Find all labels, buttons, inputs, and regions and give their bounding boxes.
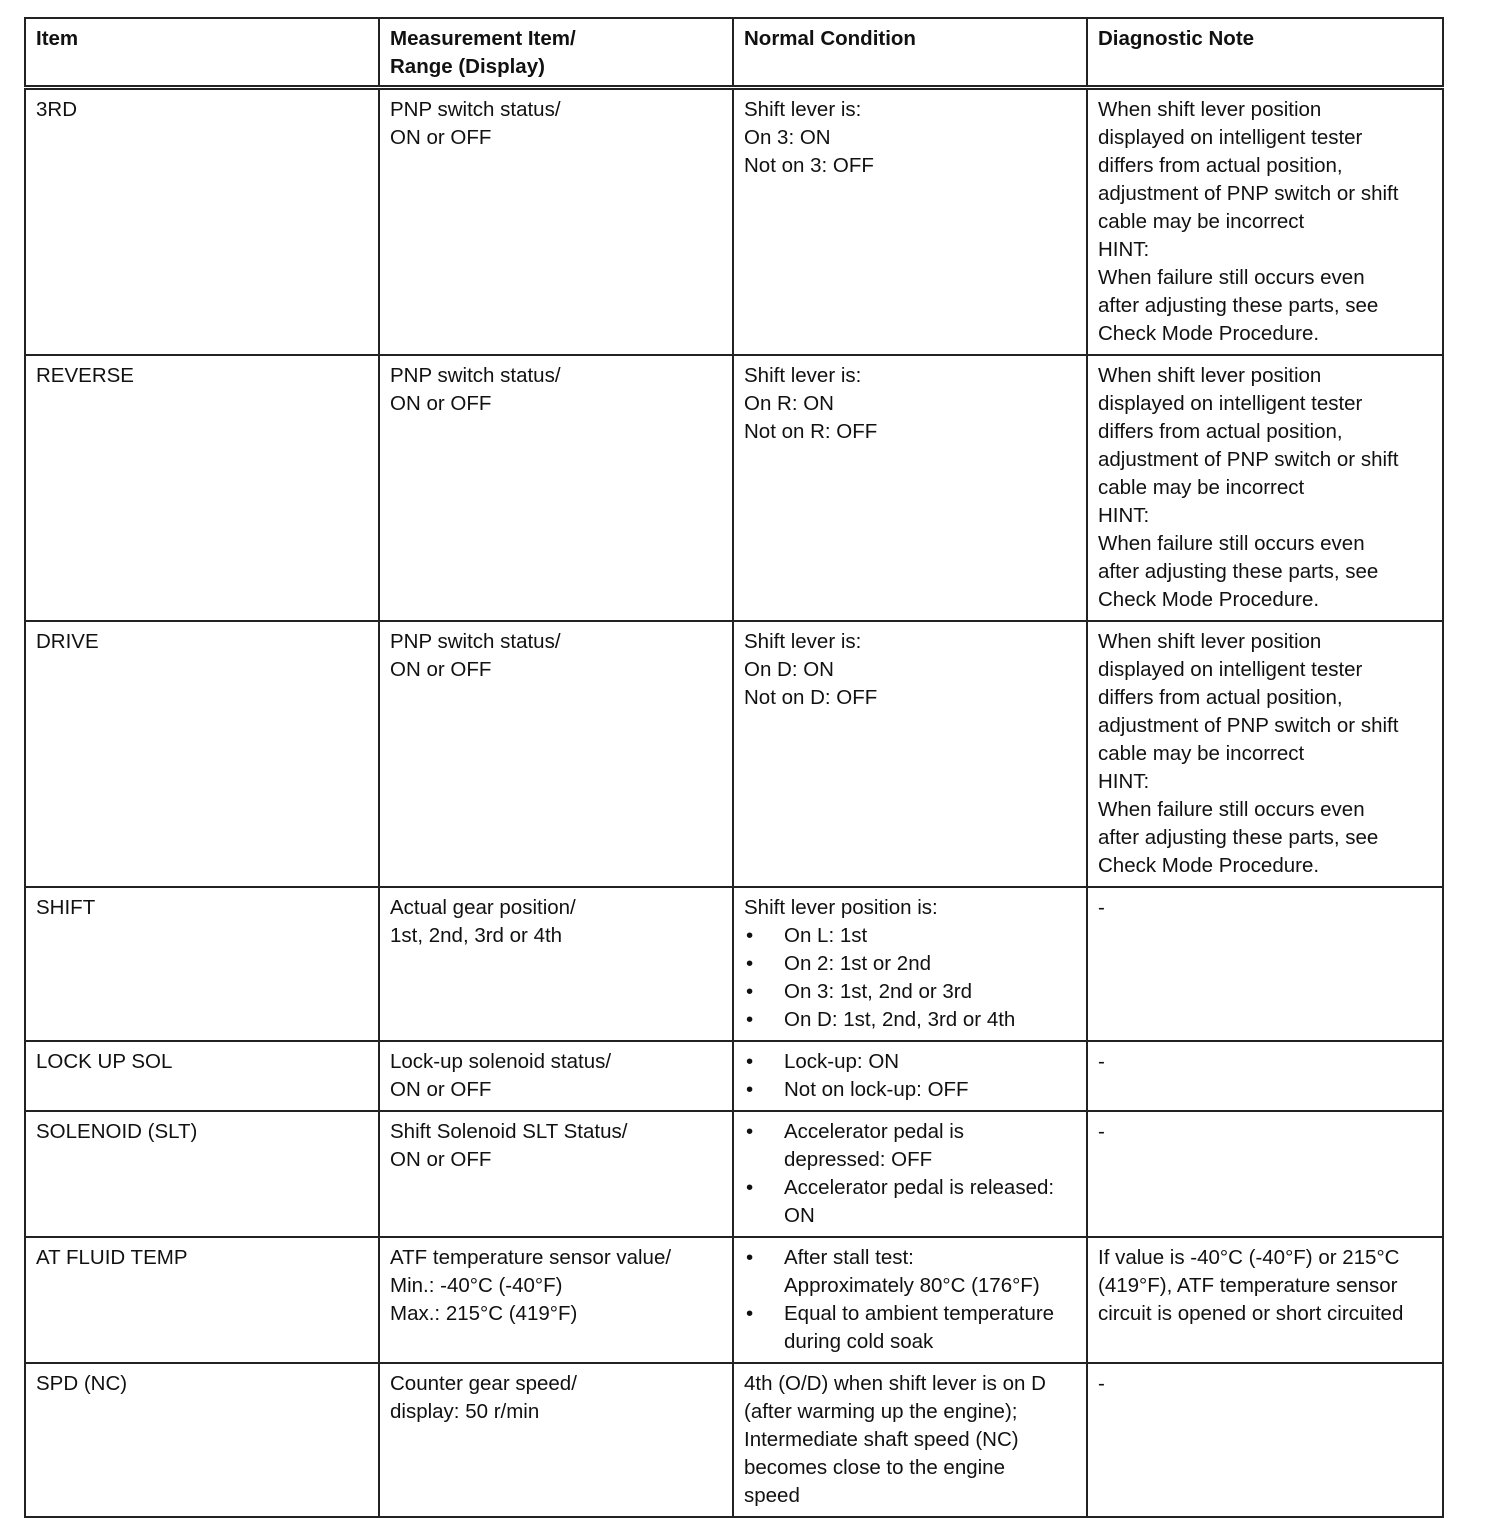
cell-item: SHIFT — [25, 887, 379, 1041]
header-normal-condition: Normal Condition — [733, 18, 1087, 88]
cell-item: SOLENOID (SLT) — [25, 1111, 379, 1237]
table-row — [25, 887, 1443, 1041]
condition-bullet-item: • On L: 1st — [744, 922, 1076, 950]
cell-item: SPD (NC) — [25, 1363, 379, 1517]
header-item: Item — [25, 18, 379, 88]
cell-normal-condition — [733, 1237, 1087, 1363]
cell-normal-condition — [733, 621, 1087, 887]
table-row — [25, 1111, 1443, 1237]
cell-measurement: Shift Solenoid SLT Status/ ON or OFF — [379, 1111, 733, 1237]
table-row — [25, 88, 1443, 356]
cell-diagnostic-note: When shift lever position displayed on intelligent tester differs from actual position, adjustment of PNP switch or shift cable may be incorrect HINT: When failure still occurs even after adjusting these parts, see Check Mode Procedure. — [1087, 621, 1443, 887]
cell-measurement: PNP switch status/ ON or OFF — [379, 88, 733, 356]
cell-normal-condition — [733, 887, 1087, 1041]
table-body — [25, 88, 1443, 1518]
cell-measurement: Counter gear speed/ display: 50 r/min — [379, 1363, 733, 1517]
cell-diagnostic-note: - — [1087, 1041, 1443, 1111]
condition-bullet-list — [744, 1048, 1076, 1104]
condition-bullet-item: • Accelerator pedal is depressed: OFF — [744, 1118, 1076, 1174]
cell-diagnostic-note: When shift lever position displayed on intelligent tester differs from actual position, adjustment of PNP switch or shift cable may be incorrect HINT: When failure still occurs even after adjusting these parts, see Check Mode Procedure. — [1087, 88, 1443, 356]
cell-normal-condition — [733, 1041, 1087, 1111]
condition-bullet-item: • On 2: 1st or 2nd — [744, 950, 1076, 978]
condition-text: Shift lever is: On 3: ON Not on 3: OFF — [744, 98, 874, 177]
condition-bullet-item: • Not on lock-up: OFF — [744, 1076, 1076, 1104]
cell-normal-condition — [733, 355, 1087, 621]
condition-bullet-list — [744, 1118, 1076, 1230]
cell-normal-condition — [733, 1111, 1087, 1237]
cell-diagnostic-note: If value is -40°C (-40°F) or 215°C (419°F), ATF temperature sensor circuit is opened or short circuited — [1087, 1237, 1443, 1363]
cell-diagnostic-note: - — [1087, 887, 1443, 1041]
cell-item: REVERSE — [25, 355, 379, 621]
cell-measurement: Actual gear position/ 1st, 2nd, 3rd or 4th — [379, 887, 733, 1041]
cell-item: AT FLUID TEMP — [25, 1237, 379, 1363]
condition-bullet-item: • Lock-up: ON — [744, 1048, 1076, 1076]
cell-measurement: Lock-up solenoid status/ ON or OFF — [379, 1041, 733, 1111]
condition-text: Shift lever position is: — [744, 896, 938, 919]
cell-diagnostic-note: When shift lever position displayed on intelligent tester differs from actual position, adjustment of PNP switch or shift cable may be incorrect HINT: When failure still occurs even after adjusting these parts, see Check Mode Procedure. — [1087, 355, 1443, 621]
condition-text: Shift lever is: On R: ON Not on R: OFF — [744, 364, 878, 443]
cell-normal-condition — [733, 88, 1087, 356]
cell-normal-condition — [733, 1363, 1087, 1517]
header-measurement: Measurement Item/ Range (Display) — [379, 18, 733, 88]
condition-bullet-item: • On 3: 1st, 2nd or 3rd — [744, 978, 1076, 1006]
header-diagnostic-note: Diagnostic Note — [1087, 18, 1443, 88]
cell-diagnostic-note: - — [1087, 1111, 1443, 1237]
diagnostic-data-table — [24, 17, 1444, 1518]
condition-text: Shift lever is: On D: ON Not on D: OFF — [744, 630, 878, 709]
cell-item: DRIVE — [25, 621, 379, 887]
condition-bullet-list — [744, 1244, 1076, 1356]
table-row — [25, 621, 1443, 887]
condition-bullet-list — [744, 922, 1076, 1034]
table-row — [25, 355, 1443, 621]
cell-diagnostic-note: - — [1087, 1363, 1443, 1517]
cell-measurement: PNP switch status/ ON or OFF — [379, 355, 733, 621]
condition-bullet-item: • On D: 1st, 2nd, 3rd or 4th — [744, 1006, 1076, 1034]
condition-bullet-item: • Equal to ambient temperature during cold soak — [744, 1300, 1076, 1356]
cell-item: LOCK UP SOL — [25, 1041, 379, 1111]
table-row — [25, 1237, 1443, 1363]
table-row — [25, 1363, 1443, 1517]
header-row — [25, 18, 1443, 88]
table-row — [25, 1041, 1443, 1111]
condition-text: 4th (O/D) when shift lever is on D (after warming up the engine); Intermediate shaft speed (NC) becomes close to the engine speed — [744, 1372, 1046, 1507]
cell-measurement: PNP switch status/ ON or OFF — [379, 621, 733, 887]
cell-measurement: ATF temperature sensor value/ Min.: -40°C (-40°F) Max.: 215°C (419°F) — [379, 1237, 733, 1363]
condition-bullet-item: • After stall test: Approximately 80°C (176°F) — [744, 1244, 1076, 1300]
cell-item: 3RD — [25, 88, 379, 356]
condition-bullet-item: • Accelerator pedal is released: ON — [744, 1174, 1076, 1230]
